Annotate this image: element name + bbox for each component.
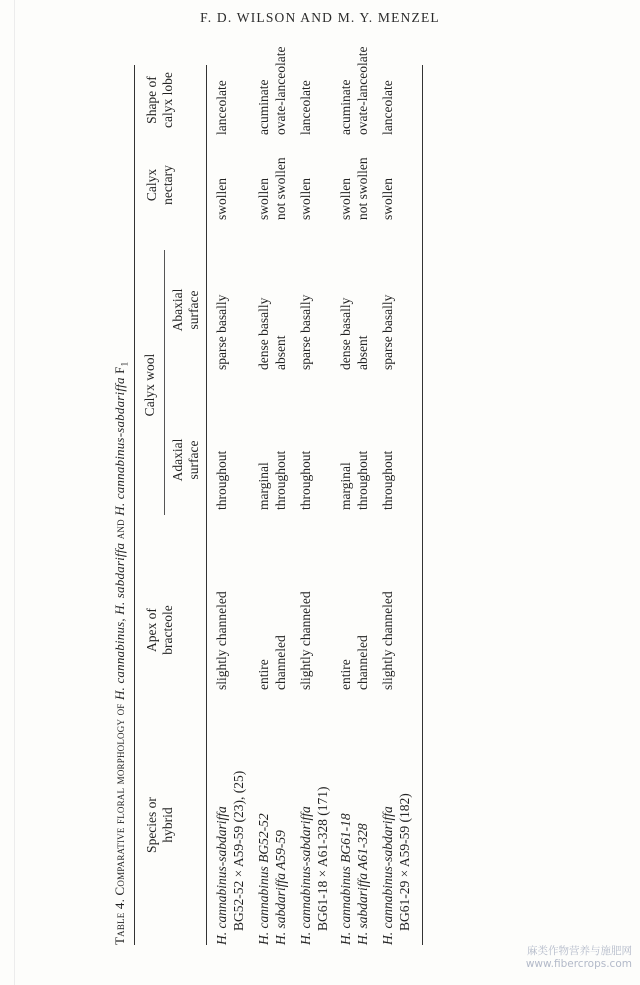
table-row-3-shape xyxy=(298,80,315,135)
header-nectary-line: nectary xyxy=(160,165,175,205)
header-shape xyxy=(144,45,176,155)
page-edge-line xyxy=(14,0,15,985)
species-name: H. cannabinus-sabdariffa xyxy=(298,806,313,945)
nectary-value: swollen xyxy=(256,178,271,220)
watermark xyxy=(526,945,632,971)
species-cross: BG61-18 × A61-328 (171) xyxy=(314,786,330,931)
nectary-value: not swollen xyxy=(272,157,288,220)
table-row-2-adaxial xyxy=(256,451,289,510)
apex-value: entire xyxy=(338,659,353,690)
header-species-line: hybrid xyxy=(160,807,175,843)
table-row-4-shape xyxy=(338,47,371,135)
caption-species-3: H. cannabinus-sabdariffa xyxy=(112,377,127,516)
nectary-value: swollen xyxy=(380,178,395,220)
header-nectary-line: Calyx xyxy=(144,168,159,202)
table-row-1-shape xyxy=(214,80,231,135)
table-row-5-apex xyxy=(380,591,397,690)
apex-value: channeled xyxy=(272,635,288,690)
species-name: H. sabdariffa A61-328 xyxy=(354,823,370,945)
header-abaxial xyxy=(170,240,202,380)
table-row-4-adaxial xyxy=(338,451,371,510)
adaxial-value: throughout xyxy=(272,450,288,510)
header-shape-line: calyx lobe xyxy=(160,72,175,128)
species-name: H. cannabinus BG61-18 xyxy=(338,813,353,945)
species-cross: BG52-52 × A59-59 (23), (25) xyxy=(230,770,246,931)
watermark-url: www.fibercrops.com xyxy=(525,958,632,970)
table-row-3-apex xyxy=(298,591,315,690)
header-bottom-rule xyxy=(206,65,207,945)
table-caption xyxy=(112,362,130,945)
adaxial-value: marginal xyxy=(338,462,353,510)
header-adaxial-line: Adaxial xyxy=(170,438,185,482)
abaxial-value: dense basally xyxy=(338,297,353,370)
adaxial-value: throughout xyxy=(380,450,395,510)
table-row-1-species xyxy=(214,771,247,945)
apex-value: channeled xyxy=(354,635,370,690)
shape-value: acuminate xyxy=(256,79,271,135)
table-row-2-abaxial xyxy=(256,298,289,370)
abaxial-value: sparse basally xyxy=(380,294,395,370)
abaxial-value: dense basally xyxy=(256,297,271,370)
header-apex xyxy=(144,555,176,705)
nectary-value: swollen xyxy=(298,178,313,220)
table-bottom-rule xyxy=(422,65,423,945)
species-name: H. cannabinus-sabdariffa xyxy=(380,806,395,945)
shape-value: lanceolate xyxy=(298,80,313,135)
nectary-value: swollen xyxy=(338,178,353,220)
table-row-4-apex xyxy=(338,635,371,690)
table-row-2-species xyxy=(256,813,289,945)
adaxial-value: marginal xyxy=(256,462,271,510)
shape-value: acuminate xyxy=(338,79,353,135)
calyx-wool-rule xyxy=(164,250,165,515)
table-row-1-nectary xyxy=(214,178,231,220)
header-adaxial xyxy=(170,395,202,525)
table-row-3-abaxial xyxy=(298,295,315,370)
header-calyx-wool xyxy=(142,240,158,530)
table-row-2-nectary xyxy=(256,157,289,220)
running-head: F. D. WILSON AND M. Y. MENZEL xyxy=(200,10,440,25)
table-row-5-species xyxy=(380,793,413,945)
shape-value: lanceolate xyxy=(214,80,229,135)
species-name: H. sabdariffa A59-59 xyxy=(272,830,288,945)
shape-value: ovate-lanceolate xyxy=(272,46,288,135)
nectary-value: swollen xyxy=(214,178,229,220)
adaxial-value: throughout xyxy=(354,450,370,510)
abaxial-value: sparse basally xyxy=(298,294,313,370)
apex-value: entire xyxy=(256,659,271,690)
table-row-1-adaxial xyxy=(214,451,231,510)
table-row-2-apex xyxy=(256,635,289,690)
table-top-rule xyxy=(134,65,135,945)
header-nectary xyxy=(144,145,176,225)
abaxial-value: absent xyxy=(354,335,370,370)
table-row-1-apex xyxy=(214,591,231,690)
table-row-1-abaxial xyxy=(214,295,231,370)
shape-value: ovate-lanceolate xyxy=(354,46,370,135)
caption-species-1: H. cannabinus xyxy=(112,621,127,701)
header-adaxial-line: surface xyxy=(186,440,201,480)
header-apex-line: Apex of xyxy=(144,608,159,652)
rotated-table xyxy=(108,45,528,945)
header-abaxial-line: Abaxial xyxy=(170,288,185,332)
adaxial-value: throughout xyxy=(214,450,229,510)
apex-value: slightly channeled xyxy=(214,591,229,690)
table-row-4-nectary xyxy=(338,157,371,220)
caption-prefix: Table 4. xyxy=(112,898,127,945)
table-row-4-abaxial xyxy=(338,298,371,370)
header-abaxial-line: surface xyxy=(186,290,201,330)
watermark-line: 麻类作物营养与施肥网 xyxy=(527,945,632,957)
header-shape-line: Shape of xyxy=(144,76,159,124)
caption-and: and xyxy=(112,515,127,543)
table-row-3-nectary xyxy=(298,178,315,220)
apex-value: slightly channeled xyxy=(298,591,313,690)
caption-subscript: 1 xyxy=(119,361,130,367)
table-row-5-abaxial xyxy=(380,295,397,370)
species-name: H. cannabinus BG52-52 xyxy=(256,813,271,945)
header-species-line: Species or xyxy=(144,797,159,853)
header-apex-line: bracteole xyxy=(160,605,175,655)
table-row-5-shape xyxy=(380,80,397,135)
abaxial-value: sparse basally xyxy=(214,294,229,370)
table-row-5-adaxial xyxy=(380,451,397,510)
table-row-5-nectary xyxy=(380,178,397,220)
header-calyx-wool-label: Calyx wool xyxy=(142,353,157,417)
table-row-4-species xyxy=(338,813,371,945)
table-row-2-shape xyxy=(256,47,289,135)
caption-sep: , xyxy=(112,614,127,622)
species-name: H. cannabinus-sabdariffa xyxy=(214,806,229,945)
table-row-3-adaxial xyxy=(298,451,315,510)
caption-text: Comparative floral morphology of xyxy=(112,700,127,896)
abaxial-value: absent xyxy=(272,335,288,370)
apex-value: slightly channeled xyxy=(380,591,395,690)
adaxial-value: throughout xyxy=(298,450,313,510)
species-cross: BG61-29 × A59-59 (182) xyxy=(396,793,412,931)
shape-value: lanceolate xyxy=(380,80,395,135)
caption-species-2: H. sabdariffa xyxy=(112,542,127,615)
caption-suffix: F xyxy=(112,366,127,378)
header-species xyxy=(144,705,176,945)
table-row-3-species xyxy=(298,787,331,945)
nectary-value: not swollen xyxy=(354,157,370,220)
